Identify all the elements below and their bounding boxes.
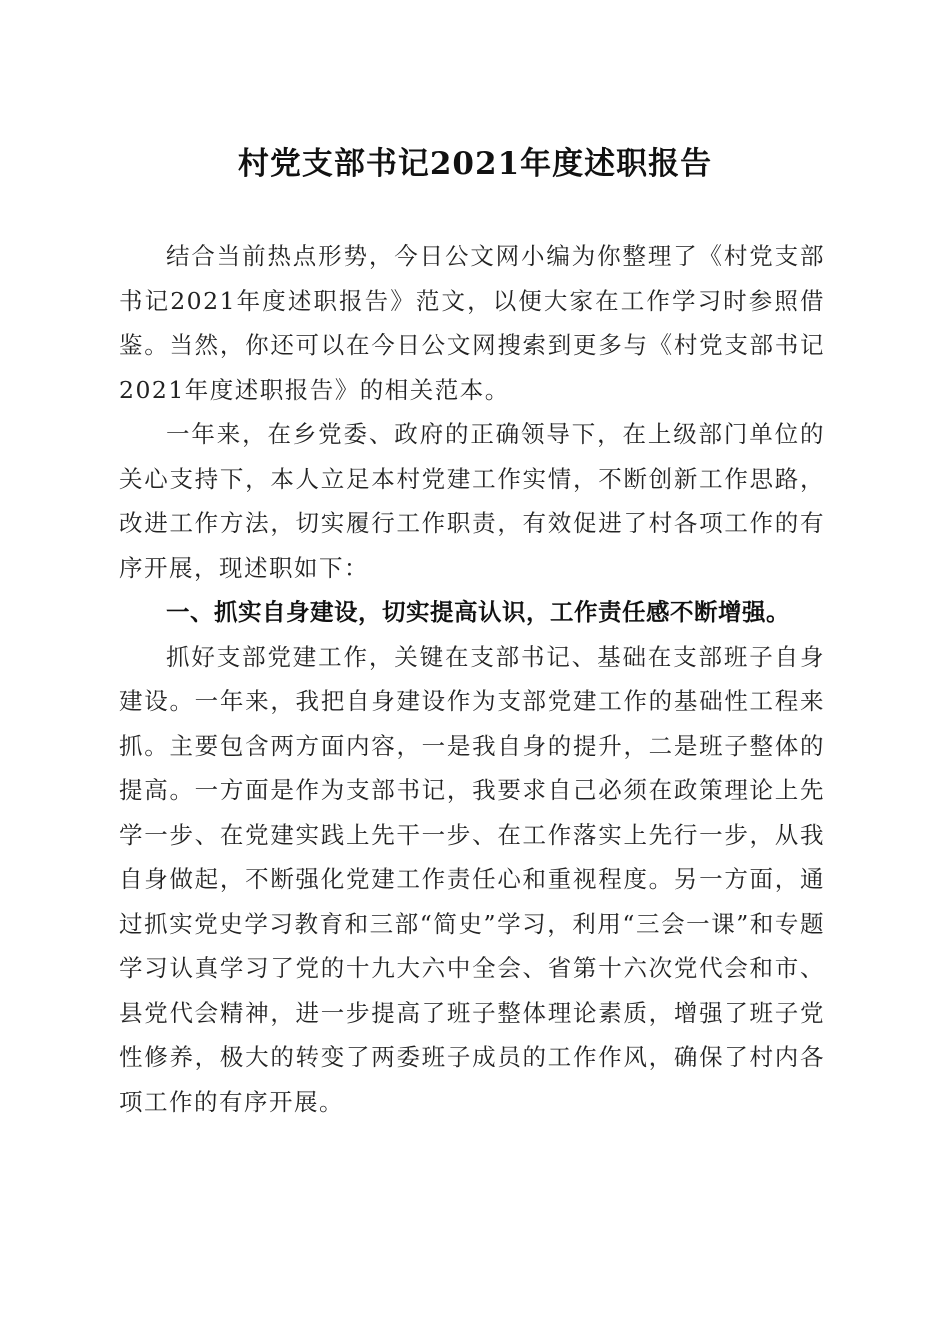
opening-paragraph: 一年来，在乡党委、政府的正确领导下，在上级部门单位的关心支持下，本人立足本村党建工作实情，不断创新工作思路，改进工作方法，切实履行工作职责，有效促进了村各项工作的有序开展，现述职如下：	[119, 420, 825, 582]
section-heading: 一、抓实自身建设，切实提高认识，工作责任感不断增强。	[166, 598, 790, 626]
document-title: 村党支部书记2021年度述职报告	[237, 146, 713, 182]
intro-paragraph: 结合当前热点形势，今日公文网小编为你整理了《村党支部书记2021年度述职报告》范文，以便大家在工作学习时参照借鉴。当然，你还可以在今日公文网搜索到更多与《村党支部书记2021年度述职报告》的相关范本。	[119, 242, 825, 404]
document-body	[119, 234, 825, 1124]
section-paragraph: 抓好支部党建工作，关键在支部书记、基础在支部班子自身建设。一年来，我把自身建设作为支部党建工作的基础性工程来抓。主要包含两方面内容，一是我自身的提升，二是班子整体的提高。一方面是作为支部书记，我要求自己必须在政策理论上先学一步、在党建实践上先干一步、在工作落实上先行一步，从我自身做起，不断强化党建工作责任心和重视程度。另一方面，通过抓实党史学习教育和三部“简史”学习，利用“三会一课”和专题学习认真学习了党的十九大六中全会、省第十六次党代会和市、县党代会精神，进一步提高了班子整体理论素质，增强了班子党性修养，极大的转变了两委班子成员的工作作风，确保了村内各项工作的有序开展。	[119, 642, 825, 1116]
